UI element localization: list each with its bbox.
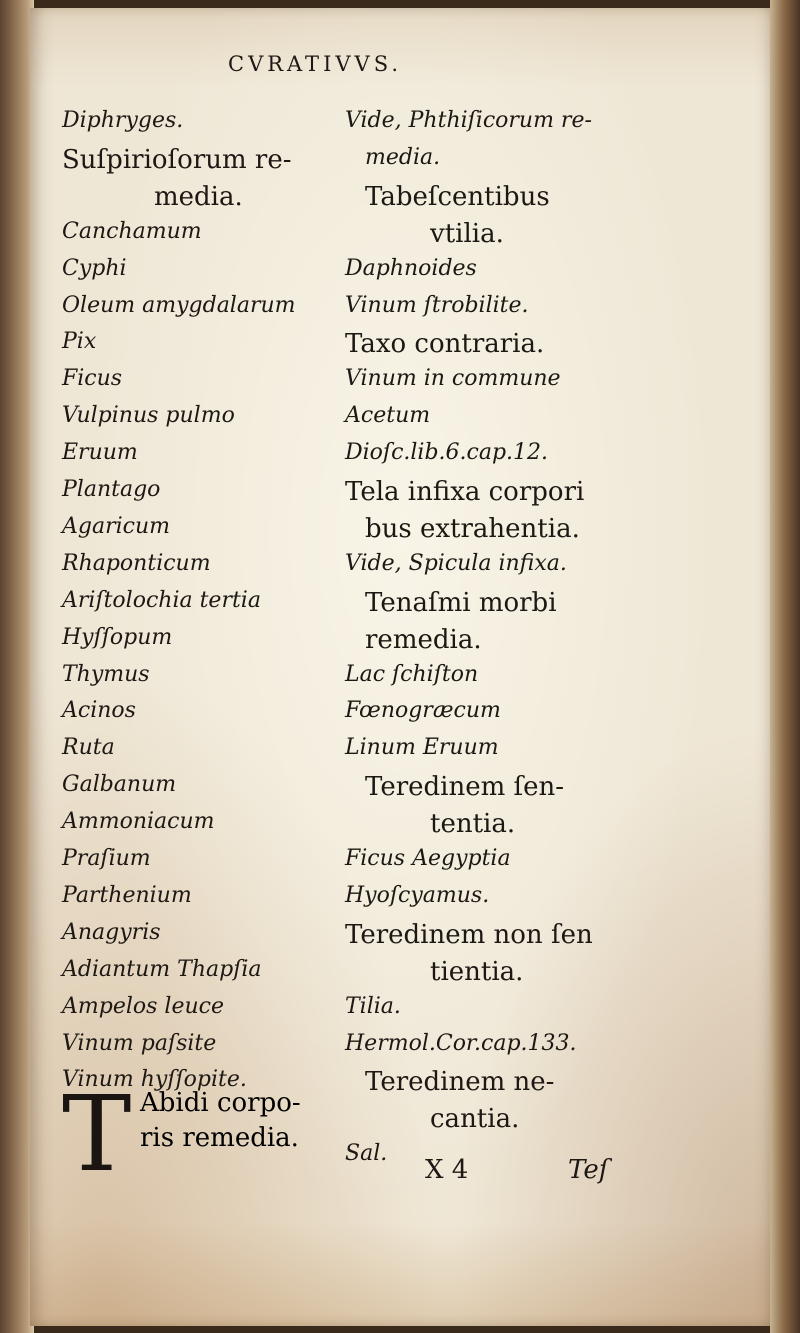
right_column-line: Ficus Aegyptia bbox=[345, 846, 511, 871]
left_column-line: Ampelos leuce bbox=[62, 993, 224, 1019]
left_column-line: Vulpinus pulmo bbox=[62, 403, 235, 429]
left_column-line: Galbanum bbox=[62, 772, 177, 798]
signature-mark: X 4 bbox=[425, 1155, 469, 1185]
right_column-line: vtilia. bbox=[430, 218, 504, 249]
page-edge bbox=[770, 0, 800, 1333]
left_column-line: Pix bbox=[62, 329, 97, 355]
right_column-line: tentia. bbox=[430, 809, 516, 840]
right_column-line: Vinum ſtrobilite. bbox=[345, 292, 529, 318]
right_column-line: bus extrahentia. bbox=[365, 513, 580, 544]
left_column-line: Suſpirioſorum re- bbox=[62, 144, 292, 175]
left_column-line: Parthenium bbox=[62, 882, 192, 908]
right_column-line: Vinum in commune bbox=[345, 366, 561, 392]
left_column-line: Ammoniacum bbox=[62, 809, 215, 835]
right_column-line: Tilia. bbox=[345, 993, 401, 1019]
left_column-line: Thymus bbox=[62, 661, 150, 687]
left_column-line: Oleum amygdalarum bbox=[62, 292, 296, 318]
left_column-line: Diphryges. bbox=[62, 108, 184, 133]
left_column-line: Agaricum bbox=[62, 513, 170, 539]
right_column-line: Teredinem non ſen bbox=[345, 919, 593, 950]
left_column-line: Plantago bbox=[62, 477, 161, 502]
left_column-line: Rhaponticum bbox=[62, 550, 211, 576]
left_column-line: Cyphi bbox=[62, 255, 127, 281]
left_column-line: Anagyris bbox=[62, 919, 161, 945]
running-title: CVRATIVVS. bbox=[228, 52, 403, 76]
left_column-line: Hyſſopum bbox=[62, 624, 173, 650]
left_column-line: Ariſtolochia tertia bbox=[62, 587, 261, 613]
left_column-line: Vinum hyſſopite. bbox=[62, 1067, 247, 1093]
right_column-line: Tenaſmi morbi bbox=[365, 587, 557, 618]
right_column-line: Teredinem ne- bbox=[365, 1067, 555, 1098]
right_column-line: Vide, Spicula infixa. bbox=[345, 550, 567, 576]
right_column-line: Daphnoides bbox=[345, 255, 477, 281]
right_column-line: Dioſc.lib.6.cap.12. bbox=[345, 440, 549, 466]
book-spine bbox=[0, 0, 34, 1333]
right_column-line: Acetum bbox=[345, 403, 431, 429]
catchword: Teſ bbox=[568, 1155, 609, 1185]
left_column-line: Acinos bbox=[62, 698, 136, 724]
left_column-line: Eruum bbox=[62, 440, 138, 466]
right_column-line: media. bbox=[365, 144, 441, 170]
right_column-line: Sal. bbox=[345, 1141, 388, 1167]
left_column-line: Ruta bbox=[62, 735, 115, 761]
left_column-line: Vinum paſsite bbox=[62, 1030, 217, 1056]
right_column-line: Vide, Phthiſicorum re- bbox=[345, 108, 592, 133]
left_column-line: media. bbox=[154, 181, 243, 212]
right_column-line: Taxo contraria. bbox=[345, 329, 545, 360]
right_column-line: tientia. bbox=[430, 956, 524, 987]
right_column-line: Hyoſcyamus. bbox=[345, 882, 490, 908]
right_column-line: Fœnogræcum bbox=[345, 698, 501, 724]
left_column-line: Praſium bbox=[62, 846, 151, 871]
right_column-line: Hermol.Cor.cap.133. bbox=[345, 1030, 577, 1056]
right_column-line: Linum Eruum bbox=[345, 735, 499, 761]
left_column-line: Adiantum Thapſia bbox=[62, 956, 262, 982]
drop-initial: T bbox=[62, 1073, 132, 1195]
tabidi-line-2: ris remedia. bbox=[140, 1123, 299, 1153]
right_column-line: Tela infixa corpori bbox=[345, 477, 585, 507]
tabidi-line-1: Abidi corpo- bbox=[140, 1088, 301, 1118]
right_column-line: Lac ſchiſton bbox=[345, 661, 479, 687]
left_column-line: Ficus bbox=[62, 366, 123, 392]
right_column-line: Tabeſcentibus bbox=[365, 181, 550, 212]
right_column-line: remedia. bbox=[365, 624, 482, 655]
left_column-line: Canchamum bbox=[62, 218, 202, 244]
right_column-line: cantia. bbox=[430, 1104, 520, 1135]
right_column-line: Teredinem ſen- bbox=[365, 772, 565, 803]
